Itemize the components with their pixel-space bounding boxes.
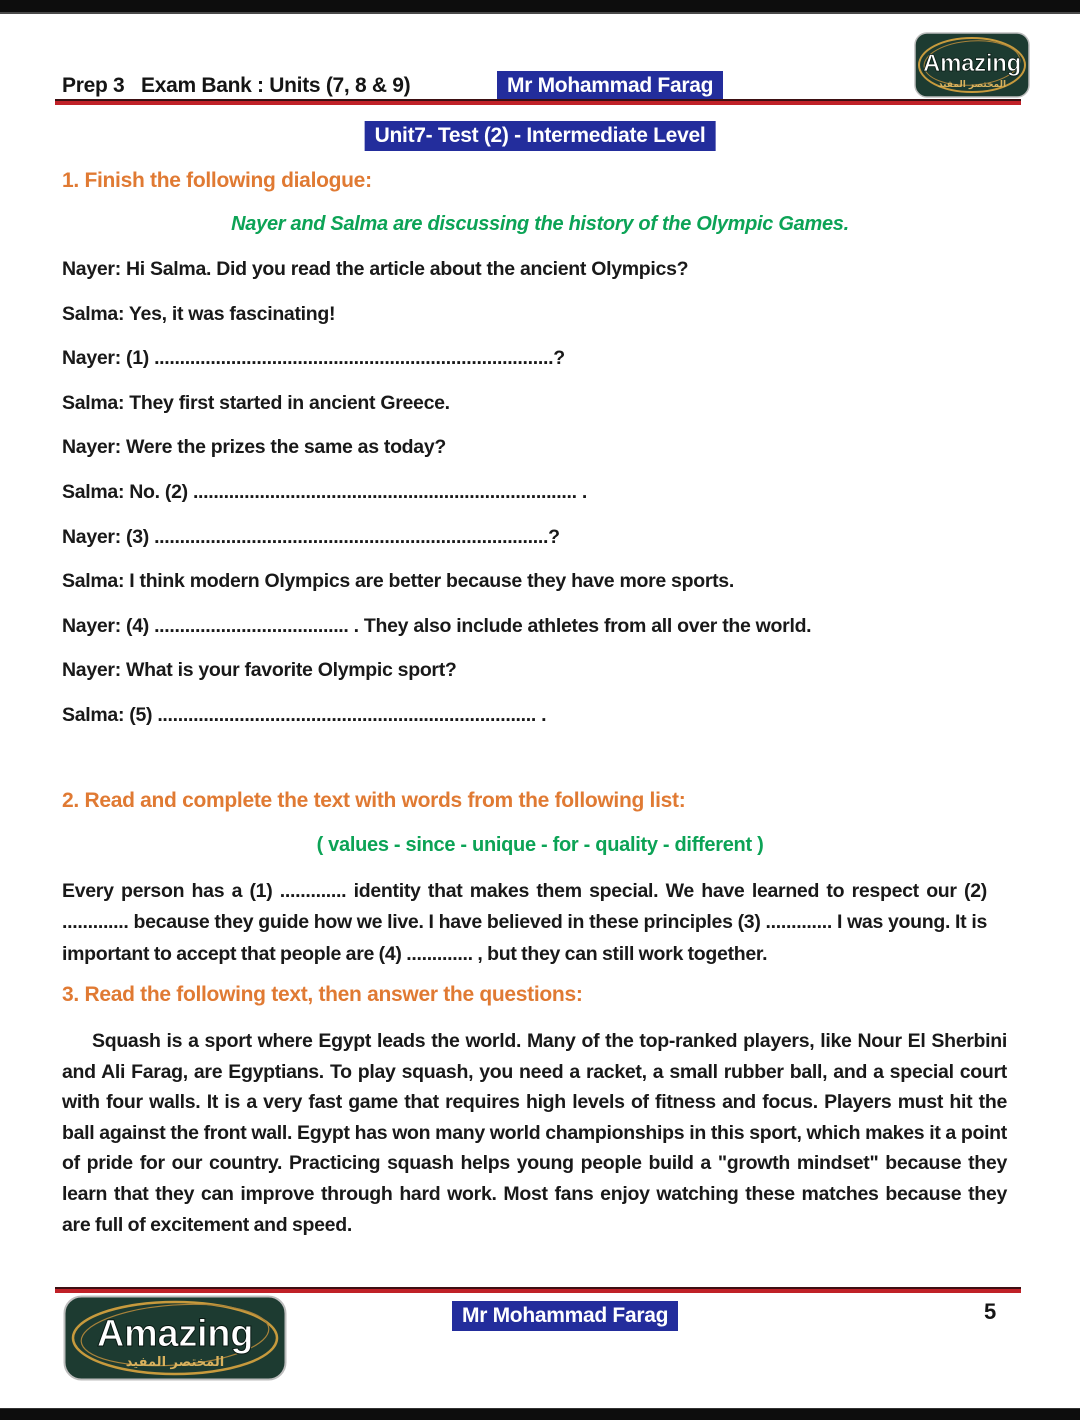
dialogue-line: Salma: They first started in ancient Greece.: [62, 391, 450, 414]
logo-arabic-text: المختصر المفيد: [125, 1355, 225, 1370]
dialogue-line-blank: Nayer: (1) ..............................................................................?: [62, 347, 565, 370]
cloze-paragraph: Every person has a (1) ............. identity that makes them special. We have learned to respect our (2) ............. because they guide how we live. I have believed in these principles (3) ............. I was young. It is important to accept that people are (4) ............. , but they can still work together.: [62, 880, 987, 965]
header-teacher-badge: Mr Mohammad Farag: [497, 71, 723, 101]
dialogue-block: [62, 247, 1062, 738]
amazing-logo-top: [914, 32, 1030, 98]
section3-heading: 3. Read the following text, then answer the questions:: [62, 983, 583, 1006]
section2-heading: 2. Read and complete the text with words from the following list:: [62, 789, 686, 812]
logo-brand-text: Amazing: [96, 1313, 254, 1355]
test-title-badge: Unit7- Test (2) - Intermediate Level: [365, 121, 716, 151]
dialogue-line: Nayer: Hi Salma. Did you read the article about the ancient Olympics?: [62, 258, 689, 280]
dialogue-line: Salma: Yes, it was fascinating!: [62, 302, 336, 325]
bottom-letterbox-bar: [0, 1408, 1080, 1420]
header-title: Prep 3 Exam Bank : Units (7, 8 & 9): [62, 74, 411, 97]
page-number: 5: [984, 1299, 996, 1324]
amazing-logo-bottom: [63, 1295, 287, 1381]
footer-divider-line: [55, 1287, 1021, 1293]
dialogue-line-blank: Salma: No. (2) ........................................................................... .: [62, 480, 588, 503]
header-divider-line: [55, 99, 1021, 105]
dialogue-line: Salma: I think modern Olympics are better because they have more sports.: [62, 570, 734, 593]
reading-paragraph: Squash is a sport where Egypt leads the world. Many of the top-ranked players, like Nour El Sherbini and Ali Farag, are Egyptians. To play squash, you need a racket, a small rubber ball, and a special court with four walls. It is a very fast game that requires high levels of fitness and focus. Players must hit the ball against the front wall. Egypt has won many world championships in this sport, which makes it a point of pride for our country. Practicing squash helps young people build a "growth mindset" because they learn that they can improve through hard work. Most fans enjoy watching these matches because they are full of excitement and speed.: [62, 1030, 1007, 1236]
dialogue-line: Nayer: What is your favorite Olympic sport?: [62, 659, 457, 682]
footer-teacher-badge: Mr Mohammad Farag: [452, 1301, 678, 1331]
logo-arabic-text: المختصر المفيد: [937, 80, 1007, 90]
word-list: ( values - since - unique - for - quality - different ): [316, 834, 764, 856]
section1-heading: 1. Finish the following dialogue:: [62, 169, 372, 192]
dialogue-line: Nayer: Were the prizes the same as today?: [62, 436, 446, 459]
top-letterbox-bar: [0, 0, 1080, 14]
logo-brand-text: Amazing: [923, 50, 1021, 77]
dialogue-line-blank: Nayer: (3) .............................................................................?: [62, 525, 560, 548]
dialogue-line-blank: Salma: (5) .......................................................................... .: [62, 703, 547, 726]
dialogue-line-blank: Nayer: (4) ...................................... . They also include athletes from all over the world.: [62, 614, 812, 637]
dialogue-context: Nayer and Salma are discussing the history of the Olympic Games.: [231, 213, 849, 235]
